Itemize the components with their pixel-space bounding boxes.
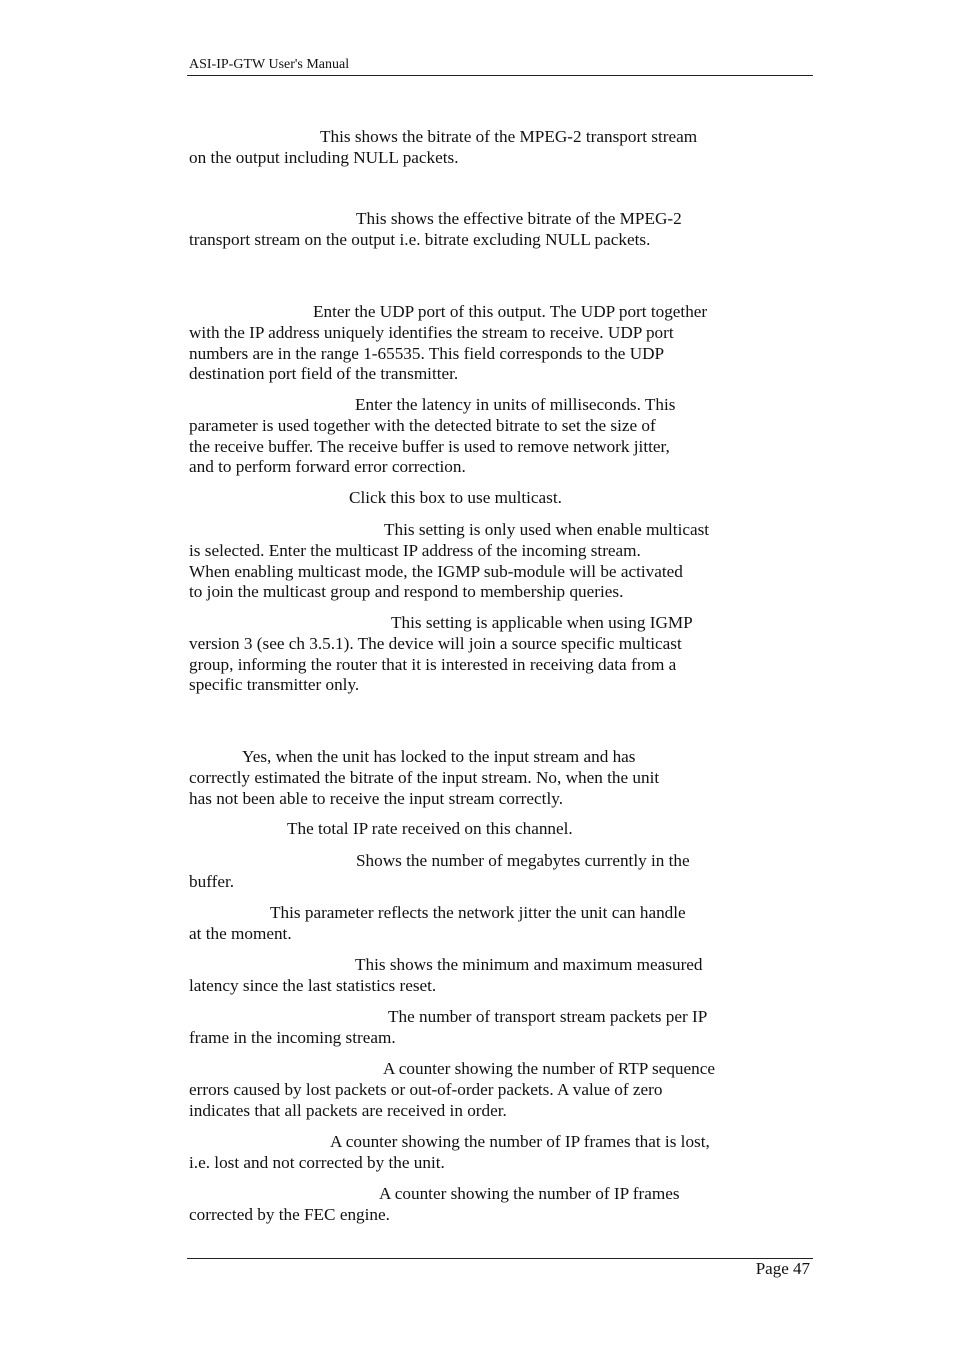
paragraph-line: A counter showing the number of IP frames [379, 1184, 680, 1203]
paragraph-line: Yes, when the unit has locked to the input stream and has [242, 747, 636, 766]
paragraph-line: to join the multicast group and respond to membership queries. [189, 582, 624, 602]
paragraph-line: The number of transport stream packets per IP [388, 1007, 708, 1026]
paragraph-ip-rate [189, 819, 811, 840]
paragraph-line: and to perform forward error correction. [189, 457, 466, 477]
paragraph-jitter [189, 903, 811, 945]
paragraph-line: destination port field of the transmitter. [189, 364, 459, 384]
paragraph-udp-port [189, 302, 811, 385]
paragraph-line: indicates that all packets are received in order. [189, 1100, 507, 1120]
paragraph-line: buffer. [189, 872, 235, 892]
paragraph-line: the receive buffer. The receive buffer is used to remove network jitter, [189, 436, 670, 456]
paragraph-line: corrected by the FEC engine. [189, 1204, 390, 1224]
paragraph-line: i.e. lost and not corrected by the unit. [189, 1152, 445, 1172]
paragraph-line: transport stream on the output i.e. bitrate excluding NULL packets. [189, 229, 651, 249]
paragraph-locked [189, 747, 811, 809]
paragraph-multicast-address [189, 520, 811, 603]
paragraph-line: This parameter reflects the network jitter the unit can handle [270, 903, 686, 922]
paragraph-line: latency since the last statistics reset. [189, 975, 437, 995]
paragraph-min-max-latency [189, 955, 811, 997]
paragraph-line: Click this box to use multicast. [349, 488, 562, 507]
paragraph-line: The total IP rate received on this channel. [287, 819, 573, 838]
header-title: ASI-IP-GTW User's Manual [189, 57, 350, 72]
paragraph-line: A counter showing the number of RTP sequence [383, 1059, 715, 1078]
paragraph-line: numbers are in the range 1-65535. This field corresponds to the UDP [189, 343, 665, 363]
paragraph-lost-frames [189, 1132, 811, 1174]
paragraph-line: has not been able to receive the input stream correctly. [189, 788, 563, 808]
paragraph-line: at the moment. [189, 923, 292, 943]
paragraph-ts-per-ip [189, 1007, 811, 1049]
paragraph-line: When enabling multicast mode, the IGMP sub-module will be activated [189, 561, 683, 581]
page-number: Page 47 [755, 1259, 810, 1278]
paragraph-effective-bitrate [189, 209, 811, 251]
paragraph-line: A counter showing the number of IP frames that is lost, [330, 1132, 710, 1151]
paragraph-line: with the IP address uniquely identifies the stream to receive. UDP port [189, 322, 674, 342]
paragraph-line: correctly estimated the bitrate of the input stream. No, when the unit [189, 767, 660, 787]
paragraph-line: Shows the number of megabytes currently in the [356, 851, 690, 870]
paragraph-line: Enter the latency in units of milliseconds. This [355, 395, 676, 414]
paragraph-line: This setting is only used when enable multicast [384, 520, 710, 539]
header-rule [187, 75, 813, 76]
paragraph-bitrate [189, 127, 811, 169]
paragraph-latency [189, 395, 811, 478]
paragraph-line: This shows the effective bitrate of the MPEG-2 [356, 209, 682, 228]
paragraph-line: parameter is used together with the detected bitrate to set the size of [189, 415, 656, 435]
paragraph-rtp-errors [189, 1059, 811, 1121]
paragraph-line: specific transmitter only. [189, 675, 360, 695]
paragraph-line: This setting is applicable when using IGMP [391, 613, 693, 632]
paragraph-line: This shows the minimum and maximum measured [355, 955, 703, 974]
paragraph-line: group, informing the router that it is interested in receiving data from a [189, 654, 677, 674]
paragraph-line: is selected. Enter the multicast IP address of the incoming stream. [189, 540, 641, 560]
paragraph-line: This shows the bitrate of the MPEG-2 transport stream [320, 127, 698, 146]
paragraph-line: version 3 (see ch 3.5.1). The device will join a source specific multicast [189, 633, 682, 653]
paragraph-source-specific [189, 613, 811, 696]
paragraph-line: errors caused by lost packets or out-of-order packets. A value of zero [189, 1079, 663, 1099]
paragraph-buffer-level [189, 851, 811, 893]
paragraph-line: Enter the UDP port of this output. The UDP port together [313, 302, 708, 321]
paragraph-corrected-frames [189, 1184, 811, 1226]
paragraph-enable-multicast [189, 488, 811, 509]
paragraph-line: frame in the incoming stream. [189, 1027, 396, 1047]
footer-rule [187, 1258, 813, 1259]
paragraph-line: on the output including NULL packets. [189, 147, 459, 167]
